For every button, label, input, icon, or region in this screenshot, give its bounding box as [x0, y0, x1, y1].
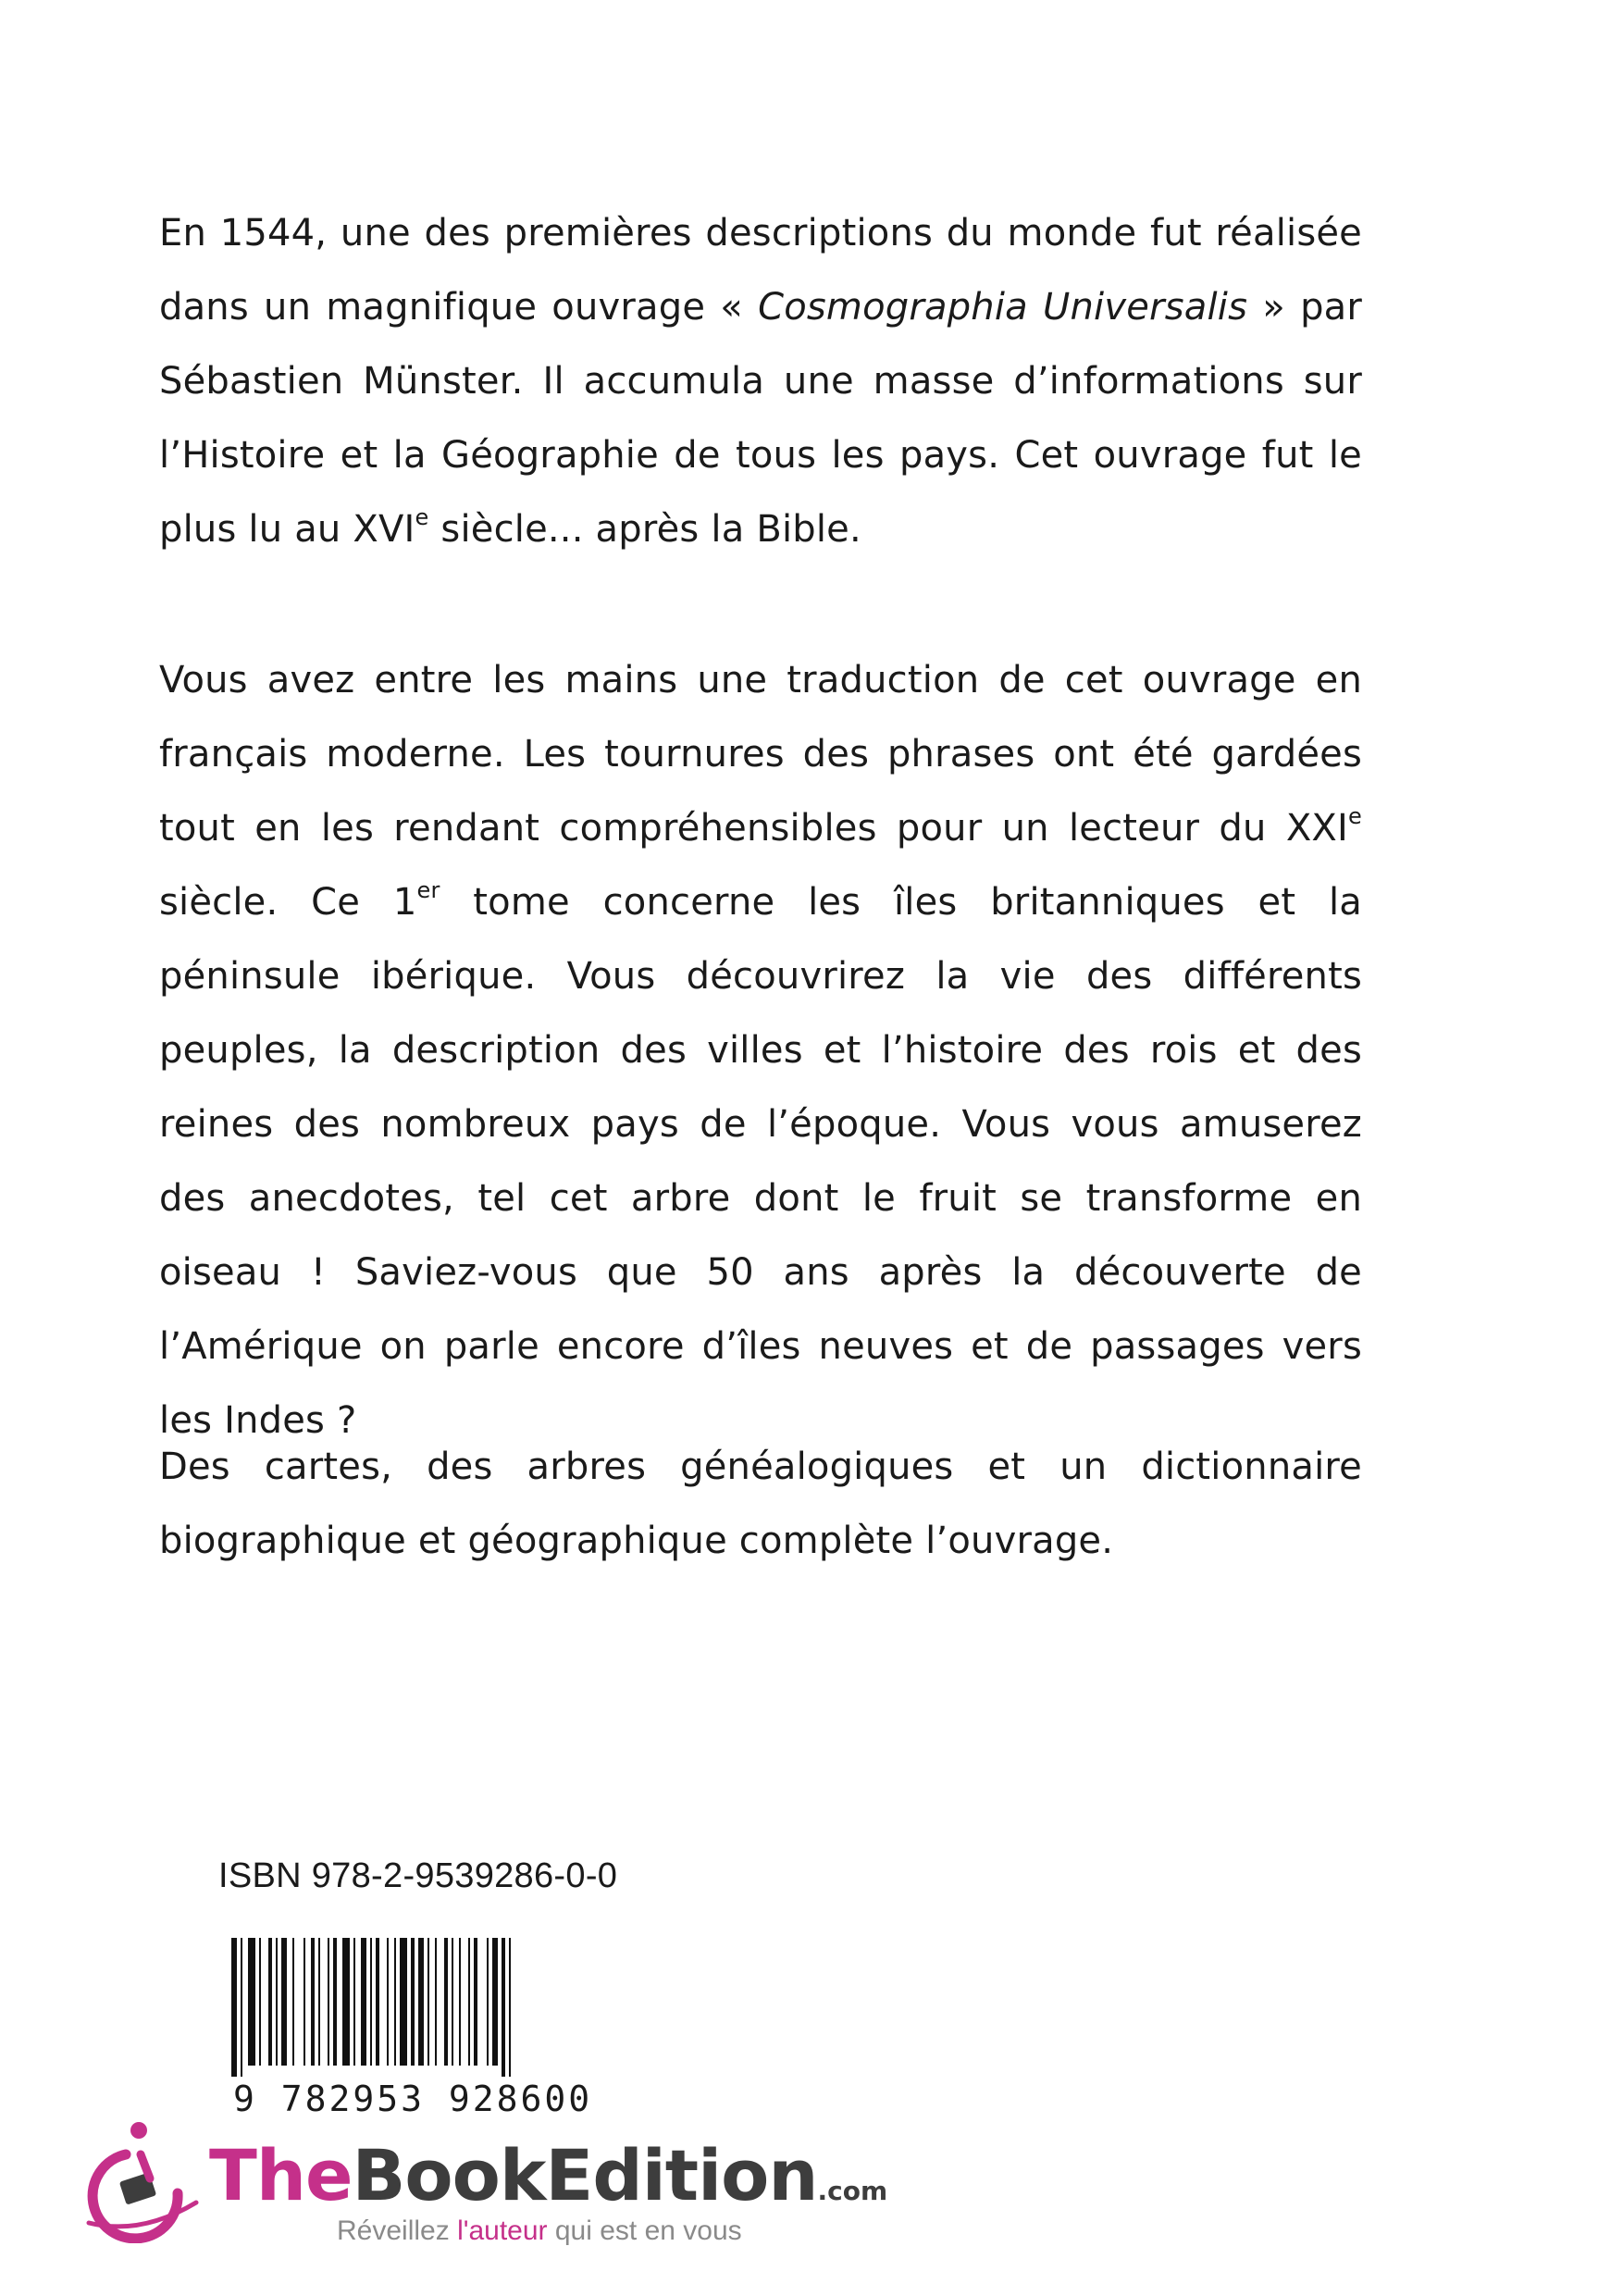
- barcode-bar: [444, 1938, 448, 2066]
- barcode-bar: [376, 1938, 379, 2066]
- book-title: Cosmographia Universalis: [758, 286, 1248, 329]
- ordinal-superscript: er: [416, 877, 440, 903]
- barcode-bar: [318, 1938, 320, 2066]
- barcode-bar: [248, 1938, 255, 2066]
- paragraph-2-part-2: siècle. Ce 1: [159, 881, 417, 924]
- barcode-bar: [474, 1938, 477, 2066]
- publisher-logo-icon: [85, 2114, 215, 2243]
- publisher-tagline: [337, 2215, 742, 2247]
- paragraph-1-end: siècle... après la Bible.: [428, 508, 861, 551]
- paragraph-3-text: Des cartes, des arbres généalogiques et un dictionnaire biographique et géographique complète l’ouvrage.: [159, 1446, 1362, 1562]
- barcode-bar: [427, 1938, 429, 2066]
- barcode-bar: [361, 1938, 366, 2066]
- wordmark-the: The: [209, 2134, 353, 2216]
- tagline-start: Réveillez: [337, 2215, 458, 2246]
- barcode-bar: [418, 1938, 424, 2066]
- century-superscript: e: [415, 504, 429, 530]
- wordmark-bookedition: BookEdition: [352, 2134, 818, 2216]
- barcode-bar: [259, 1938, 261, 2066]
- barcode-bar: [328, 1938, 329, 2066]
- barcode-bar: [342, 1938, 350, 2066]
- barcode-bar: [304, 1938, 305, 2066]
- barcode-bar: [268, 1938, 272, 2066]
- wordmark-com: .com: [817, 2176, 888, 2206]
- century-superscript-2: e: [1348, 803, 1362, 829]
- barcode-bar: [492, 1938, 498, 2066]
- back-cover-paragraph-2: [159, 643, 1362, 1458]
- tagline-end: qui est en vous: [547, 2215, 742, 2246]
- barcode-bars: [229, 1938, 614, 2077]
- barcode-bar: [231, 1938, 237, 2077]
- barcode-bar: [281, 1938, 287, 2066]
- back-cover-paragraph-1: [159, 196, 1362, 566]
- paragraph-1-body: » par Sébastien Münster. Il accumula une masse d’informations sur l’Histoire et la Géographie de tous les pays. Cet ouvrage fut le plus lu au XVI: [159, 286, 1363, 551]
- barcode-digits: 9 782953 928600: [233, 2079, 593, 2119]
- barcode-bar: [411, 1938, 415, 2066]
- barcode-bar: [241, 1938, 242, 2077]
- paragraph-2-part-3: tome concerne les îles britanniques et la péninsule ibérique. Vous découvrirez la vie des différents peuples, la description des villes et l’histoire des rois et des reines des nombreux pays de l’époque. Vous vous amuserez des anecdotes, tel cet arbre dont le fruit se transforme en oiseau ! Saviez-vous que 50 ans après la découverte de l’Amérique on parle encore d’îles neuves et de passages vers les Indes ?: [159, 881, 1362, 1442]
- paragraph-1-intro: En 1544, une des premières descriptions du monde fut réalisée dans un magnifique ouvrage «: [159, 212, 1362, 329]
- barcode-bar: [370, 1938, 372, 2066]
- barcode-bar: [487, 1938, 489, 2066]
- barcode-bar: [435, 1938, 437, 2066]
- barcode-bar: [452, 1938, 453, 2066]
- publisher-wordmark: [209, 2134, 887, 2216]
- barcode-bar: [353, 1938, 355, 2066]
- tagline-accent: l'auteur: [457, 2215, 548, 2246]
- barcode-bar: [333, 1938, 337, 2066]
- isbn-label: ISBN 978-2-9539286-0-0: [218, 1856, 618, 1895]
- barcode-bar: [509, 1938, 511, 2077]
- back-cover-paragraph-3: [159, 1430, 1362, 1578]
- barcode-bar: [459, 1938, 461, 2066]
- publisher-logo: [85, 2114, 888, 2253]
- barcode-bar: [502, 1938, 505, 2077]
- barcode-bar: [400, 1938, 407, 2066]
- barcode-bar: [468, 1938, 470, 2066]
- barcode-bar: [276, 1938, 278, 2066]
- barcode-bar: [394, 1938, 396, 2066]
- barcode-bar: [387, 1938, 389, 2066]
- barcode-bar: [311, 1938, 315, 2066]
- paragraph-2-part-1: Vous avez entre les mains une traduction de cet ouvrage en français moderne. Les tournures des phrases ont été gardées tout en les rendant compréhensibles pour un lecteur du XXI: [159, 659, 1362, 850]
- barcode-bar: [292, 1938, 294, 2066]
